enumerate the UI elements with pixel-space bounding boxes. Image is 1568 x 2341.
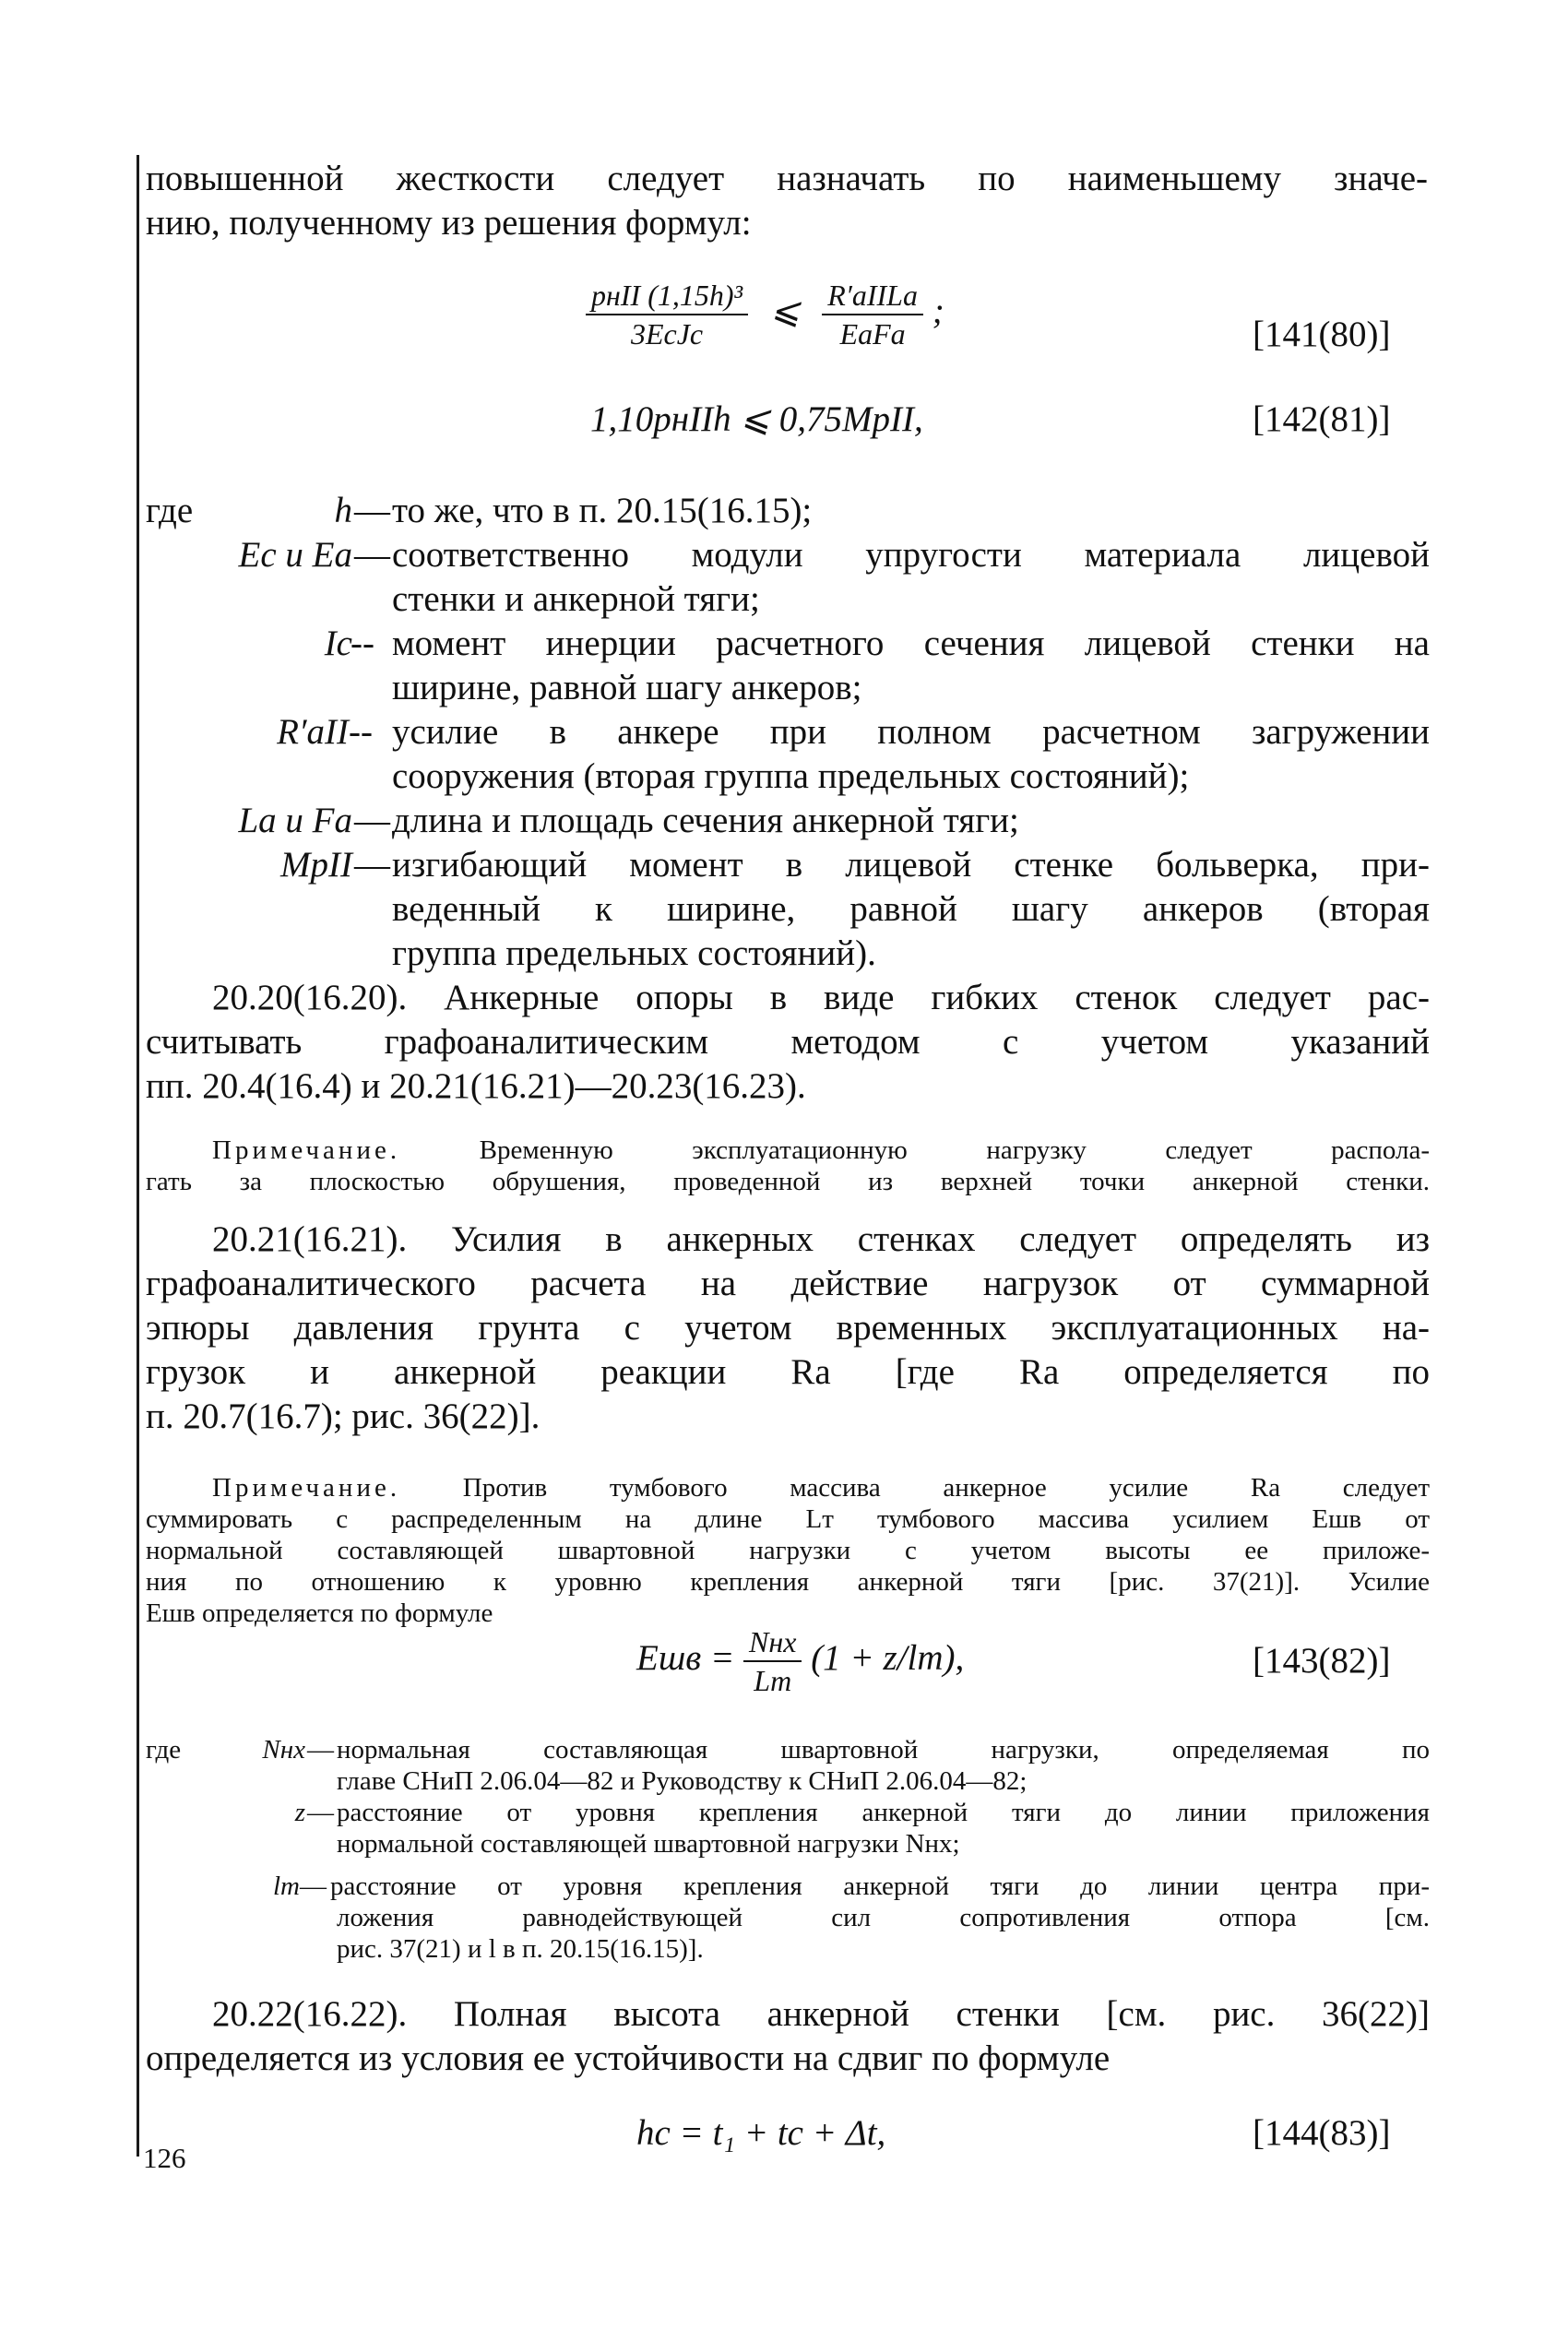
para-20-20-line: 20.20(16.20). Анкерные опоры в виде гибких стенок следует рас-: [212, 978, 1430, 1017]
def-text: веденный к ширине, равной шагу анкеров (вторая: [392, 889, 1430, 929]
formula-lhs: Eшв =: [636, 1637, 735, 1678]
def-text: длина и площадь сечения анкерной тяги;: [392, 801, 1019, 840]
note-label: Примечание.: [212, 1135, 401, 1165]
denominator: 3EсJс: [630, 317, 704, 351]
note-2-line: ния по отношению к уровню крепления анкерной тяги [рис. 37(21)]. Усилие: [146, 1567, 1430, 1597]
def-text: расстояние от уровня крепления анкерной тяги до линии приложения: [337, 1798, 1430, 1827]
def-text: расстояние от уровня крепления анкерной тяги до линии центра при-: [330, 1872, 1430, 1901]
def-text: главе СНиП 2.06.04—82 и Руководству к СНиП 2.06.04—82;: [337, 1766, 1028, 1796]
formula-141: [586, 277, 944, 352]
fraction-left: [586, 277, 748, 352]
para-20-20-line: считывать графоаналитическим методом с учетом указаний: [146, 1022, 1430, 1062]
note-2-line: нормальной составляющей швартовной нагрузки с учетом высоты ее приложе-: [146, 1536, 1430, 1565]
def-dash: --: [350, 624, 374, 663]
page-number: 126: [143, 2142, 186, 2174]
def-text: изгибающий момент в лицевой стенке больверка, при-: [392, 845, 1430, 885]
def-symbol: lт: [273, 1872, 300, 1901]
def-symbol: Eс и Eа: [238, 535, 352, 575]
note-2-line: Eшв определяется по формуле: [146, 1598, 493, 1628]
def-text: сооружения (вторая группа предельных состояний);: [392, 756, 1190, 796]
equation-number: [142(81)]: [1253, 399, 1391, 439]
note-1-line: [212, 1135, 1430, 1166]
note-2-line: [212, 1472, 1430, 1503]
margin-rule: [137, 155, 139, 2157]
para-20-21-line: п. 20.7(16.7); рис. 36(22)].: [146, 1396, 540, 1436]
note-text: Временную эксплуатационную нагрузку следует распола-: [479, 1135, 1431, 1165]
formula-142: 1,10pнIIh ⩽ 0,75MpII,: [590, 399, 923, 439]
def-text: ширине, равной шагу анкеров;: [392, 668, 862, 707]
equation-number: [144(83)]: [1253, 2113, 1391, 2153]
def-dash: —: [300, 1872, 327, 1901]
def-dash: —: [307, 1735, 334, 1765]
def-dash: —: [354, 845, 390, 885]
def-symbol: h: [334, 491, 352, 530]
def-symbol: MpII: [280, 845, 352, 885]
where-label: где: [146, 491, 194, 530]
formula-tail: ;: [932, 291, 944, 331]
def-dash: —: [354, 801, 390, 840]
note-text: Против тумбового массива анкерное усилие Rа следует: [462, 1473, 1430, 1503]
formula-paren: (1 + z/lт),: [811, 1637, 965, 1678]
def-dash: --: [349, 712, 373, 752]
note-1-line: гать за плоскостью обрушения, проведенной из верхней точки анкерной стенки.: [146, 1167, 1430, 1196]
intro-line: повышенной жесткости следует назначать по наименьшему значе-: [146, 159, 1428, 198]
def-symbol: Nнx: [262, 1735, 305, 1765]
para-20-21-line: грузок и анкерной реакции Rа [где Rа определяется по: [146, 1352, 1430, 1392]
def-text: нормальная составляющая швартовной нагрузки, определяемая по: [337, 1735, 1430, 1765]
para-20-22-line: 20.22(16.22). Полная высота анкерной стенки [см. рис. 36(22)]: [212, 1994, 1430, 2034]
where-label: где: [146, 1735, 182, 1765]
def-dash: —: [354, 535, 390, 575]
para-20-20-line: пп. 20.4(16.4) и 20.21(16.21)—20.23(16.23).: [146, 1066, 806, 1106]
para-20-22-line: определяется из условия ее устойчивости на сдвиг по формуле: [146, 2038, 1111, 2078]
def-text: ложения равнодействующей сил сопротивления отпора [см.: [337, 1903, 1430, 1932]
denominator: Lт: [754, 1664, 792, 1697]
def-symbol: z: [294, 1798, 305, 1827]
fraction-right: [822, 277, 923, 352]
def-dash: —: [354, 491, 390, 530]
def-text: усилие в анкере при полном расчетном загружении: [392, 712, 1430, 752]
def-symbol: R′aII: [277, 712, 349, 752]
numerator: R′aIILa: [822, 277, 923, 315]
def-text: стенки и анкерной тяги;: [392, 579, 760, 619]
relation-sign: ⩽: [769, 291, 801, 331]
fraction: [743, 1623, 802, 1699]
formula-143: [636, 1623, 964, 1699]
numerator: Nнx: [743, 1623, 802, 1662]
def-symbol: Lа и Fа: [238, 801, 352, 840]
def-text: рис. 37(21) и l в п. 20.15(16.15)].: [337, 1934, 704, 1964]
denominator: EaFa: [839, 317, 906, 351]
def-text: момент инерции расчетного сечения лицевой стенки на: [392, 624, 1430, 663]
def-text: то же, что в п. 20.15(16.15);: [392, 491, 813, 530]
def-dash: —: [307, 1798, 334, 1827]
numerator: pнII (1,15h)³: [586, 277, 748, 315]
intro-line: нию, полученному из решения формул:: [146, 203, 752, 243]
note-label: Примечание.: [212, 1473, 401, 1503]
para-20-21-line: 20.21(16.21). Усилия в анкерных стенках следует определять из: [212, 1219, 1430, 1259]
para-20-21-line: графоаналитического расчета на действие нагрузок от суммарной: [146, 1264, 1430, 1303]
def-symbol: Iс: [324, 624, 352, 663]
def-text: группа предельных состояний).: [392, 933, 876, 973]
def-text: соответственно модули упругости материала лицевой: [392, 535, 1430, 575]
para-20-21-line: эпюры давления грунта с учетом временных эксплуатационных на-: [146, 1308, 1430, 1348]
formula-144: hс = t₁ + tс + Δt,: [636, 2113, 886, 2153]
equation-number: [141(80)]: [1253, 315, 1391, 354]
note-2-line: суммировать с распределенным на длине Lт тумбового массива усилием Eшв от: [146, 1504, 1430, 1534]
equation-number: [143(82)]: [1253, 1641, 1391, 1681]
def-text: нормальной составляющей швартовной нагрузки Nнx;: [337, 1829, 960, 1859]
